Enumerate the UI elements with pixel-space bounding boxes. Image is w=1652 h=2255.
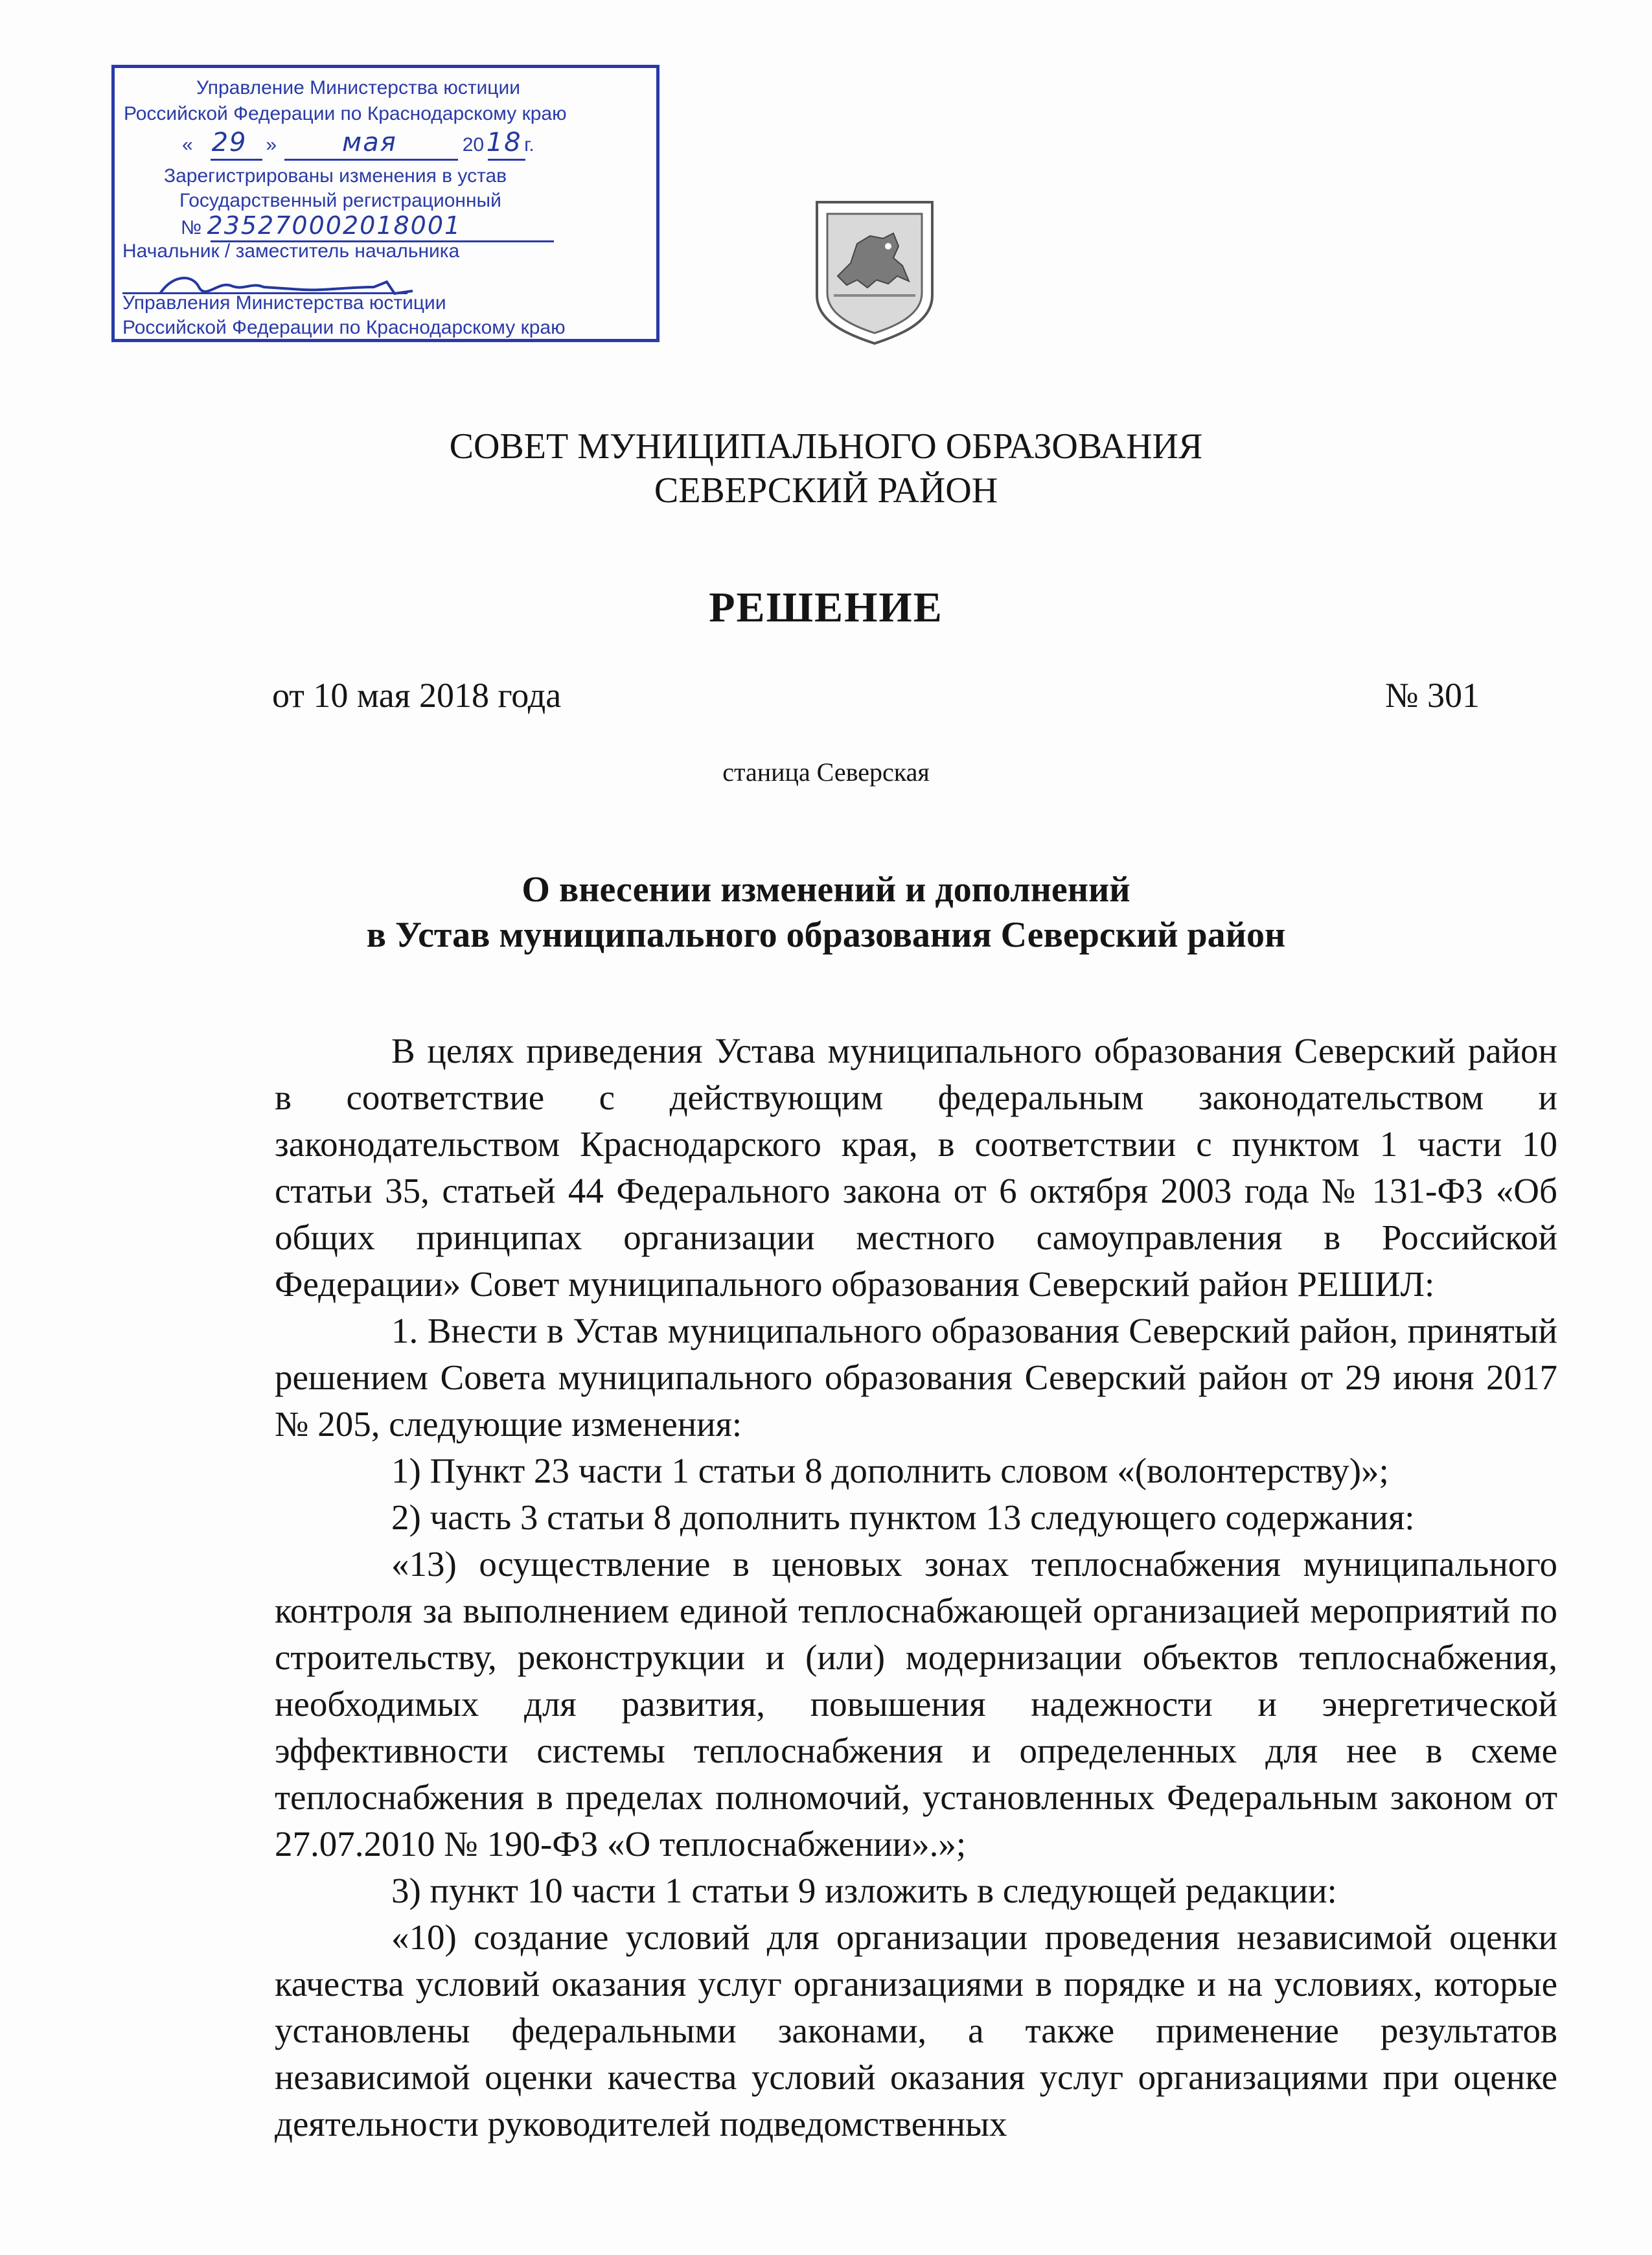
paragraph-quote-10: «10) создание условий для организации проведения независимой оценки качества условий оказания услуг организациями в порядке и на условиях, которые установлены федеральными законами, а также применение результатов независимой оценки качества условий оказания услуг организациями при оценке деятельности руководителей подведомственных — [275, 1917, 1557, 2144]
document-body — [275, 1028, 1557, 2147]
stamp-year-end: г. — [524, 134, 534, 156]
document-title-line2: в Устав муниципального образования Северский район — [366, 915, 1286, 955]
stamp-date-row — [182, 130, 534, 157]
stamp-line-head: Начальник / заместитель начальника — [122, 240, 460, 262]
stamp-line-department: Управления Министерства юстиции — [122, 292, 446, 314]
stamp-month: мая — [342, 128, 397, 157]
stamp-month-underline — [284, 159, 458, 161]
council-name-line2: СЕВЕРСКИЙ РАЙОН — [654, 470, 998, 511]
council-name-line1: СОВЕТ МУНИЦИПАЛЬНОГО ОБРАЗОВАНИЯ — [449, 426, 1203, 467]
paragraph-subitem-3: 3) пункт 10 части 1 статьи 9 изложить в следующей редакции: — [391, 1871, 1337, 1910]
stamp-line-registered: Зарегистрированы изменения в устав — [164, 165, 507, 187]
council-name — [0, 424, 1652, 513]
stamp-year-prefix: 20 — [462, 134, 485, 156]
stamp-day: 29 — [211, 128, 247, 157]
paragraph-quote-13: «13) осуществление в ценовых зонах теплоснабжения муниципального контроля за выполнением единой теплоснабжающей организацией мероприятий по строительству, реконструкции и (или) модернизации объектов теплоснабжения, необходимых для развития, повышения надежности и энергетической эффективности системы теплоснабжения и определенных для нее в схеме теплоснабжения в пределах полномочий, установленных Федеральным законом от 27.07.2010 № 190-ФЗ «О теплоснабжении».»; — [275, 1544, 1557, 1864]
paragraph-preamble: В целях приведения Устава муниципального образования Северский район в соответствие с действующим федеральным законодательством и законодательством Краснодарского края, в соответствии с пунктом 1 части 10 статьи 35, статьей 44 Федерального закона от 6 октября 2003 года № 131-ФЗ «Об общих принципах организации местного самоуправления в Российской Федерации» Совет муниципального образования Северский район РЕШИЛ: — [275, 1031, 1557, 1304]
registration-stamp — [111, 65, 660, 342]
stamp-line-state-reg: Государственный регистрационный — [179, 190, 501, 211]
document-number: № 301 — [1384, 676, 1480, 715]
document-place: станица Северская — [722, 757, 930, 787]
stamp-reg-number: 235270002018001 — [207, 211, 462, 240]
document-title — [0, 867, 1652, 958]
stamp-quote-open: « — [182, 134, 193, 156]
stamp-line-ministry: Управление Министерства юстиции — [196, 77, 521, 98]
document-type: РЕШЕНИЕ — [709, 584, 943, 631]
coat-of-arms-icon — [812, 198, 937, 346]
paragraph-item-1: 1. Внести в Устав муниципального образования Северский район, принятый решением Совета муниципального образования Северский район от 29 июня 2017 № 205, следующие изменения: — [275, 1311, 1557, 1444]
stamp-year-underline — [488, 159, 525, 161]
stamp-reg-prefix: № — [181, 217, 202, 238]
stamp-line-federation: Российской Федерации по Краснодарскому краю — [124, 103, 567, 124]
stamp-year-suffix: 18 — [486, 128, 522, 157]
document-date: от 10 мая 2018 года — [272, 676, 562, 715]
stamp-line-federation-2: Российской Федерации по Краснодарскому краю — [122, 317, 566, 338]
stamp-quote-close: » — [266, 134, 277, 156]
paragraph-subitem-1: 1) Пункт 23 части 1 статьи 8 дополнить словом «(волонтерству)»; — [391, 1451, 1389, 1490]
document-title-line1: О внесении изменений и дополнений — [522, 870, 1130, 910]
stamp-day-underline — [211, 159, 262, 161]
paragraph-subitem-2: 2) часть 3 статьи 8 дополнить пунктом 13 следующего содержания: — [391, 1498, 1415, 1537]
stamp-reg-row — [181, 213, 461, 240]
